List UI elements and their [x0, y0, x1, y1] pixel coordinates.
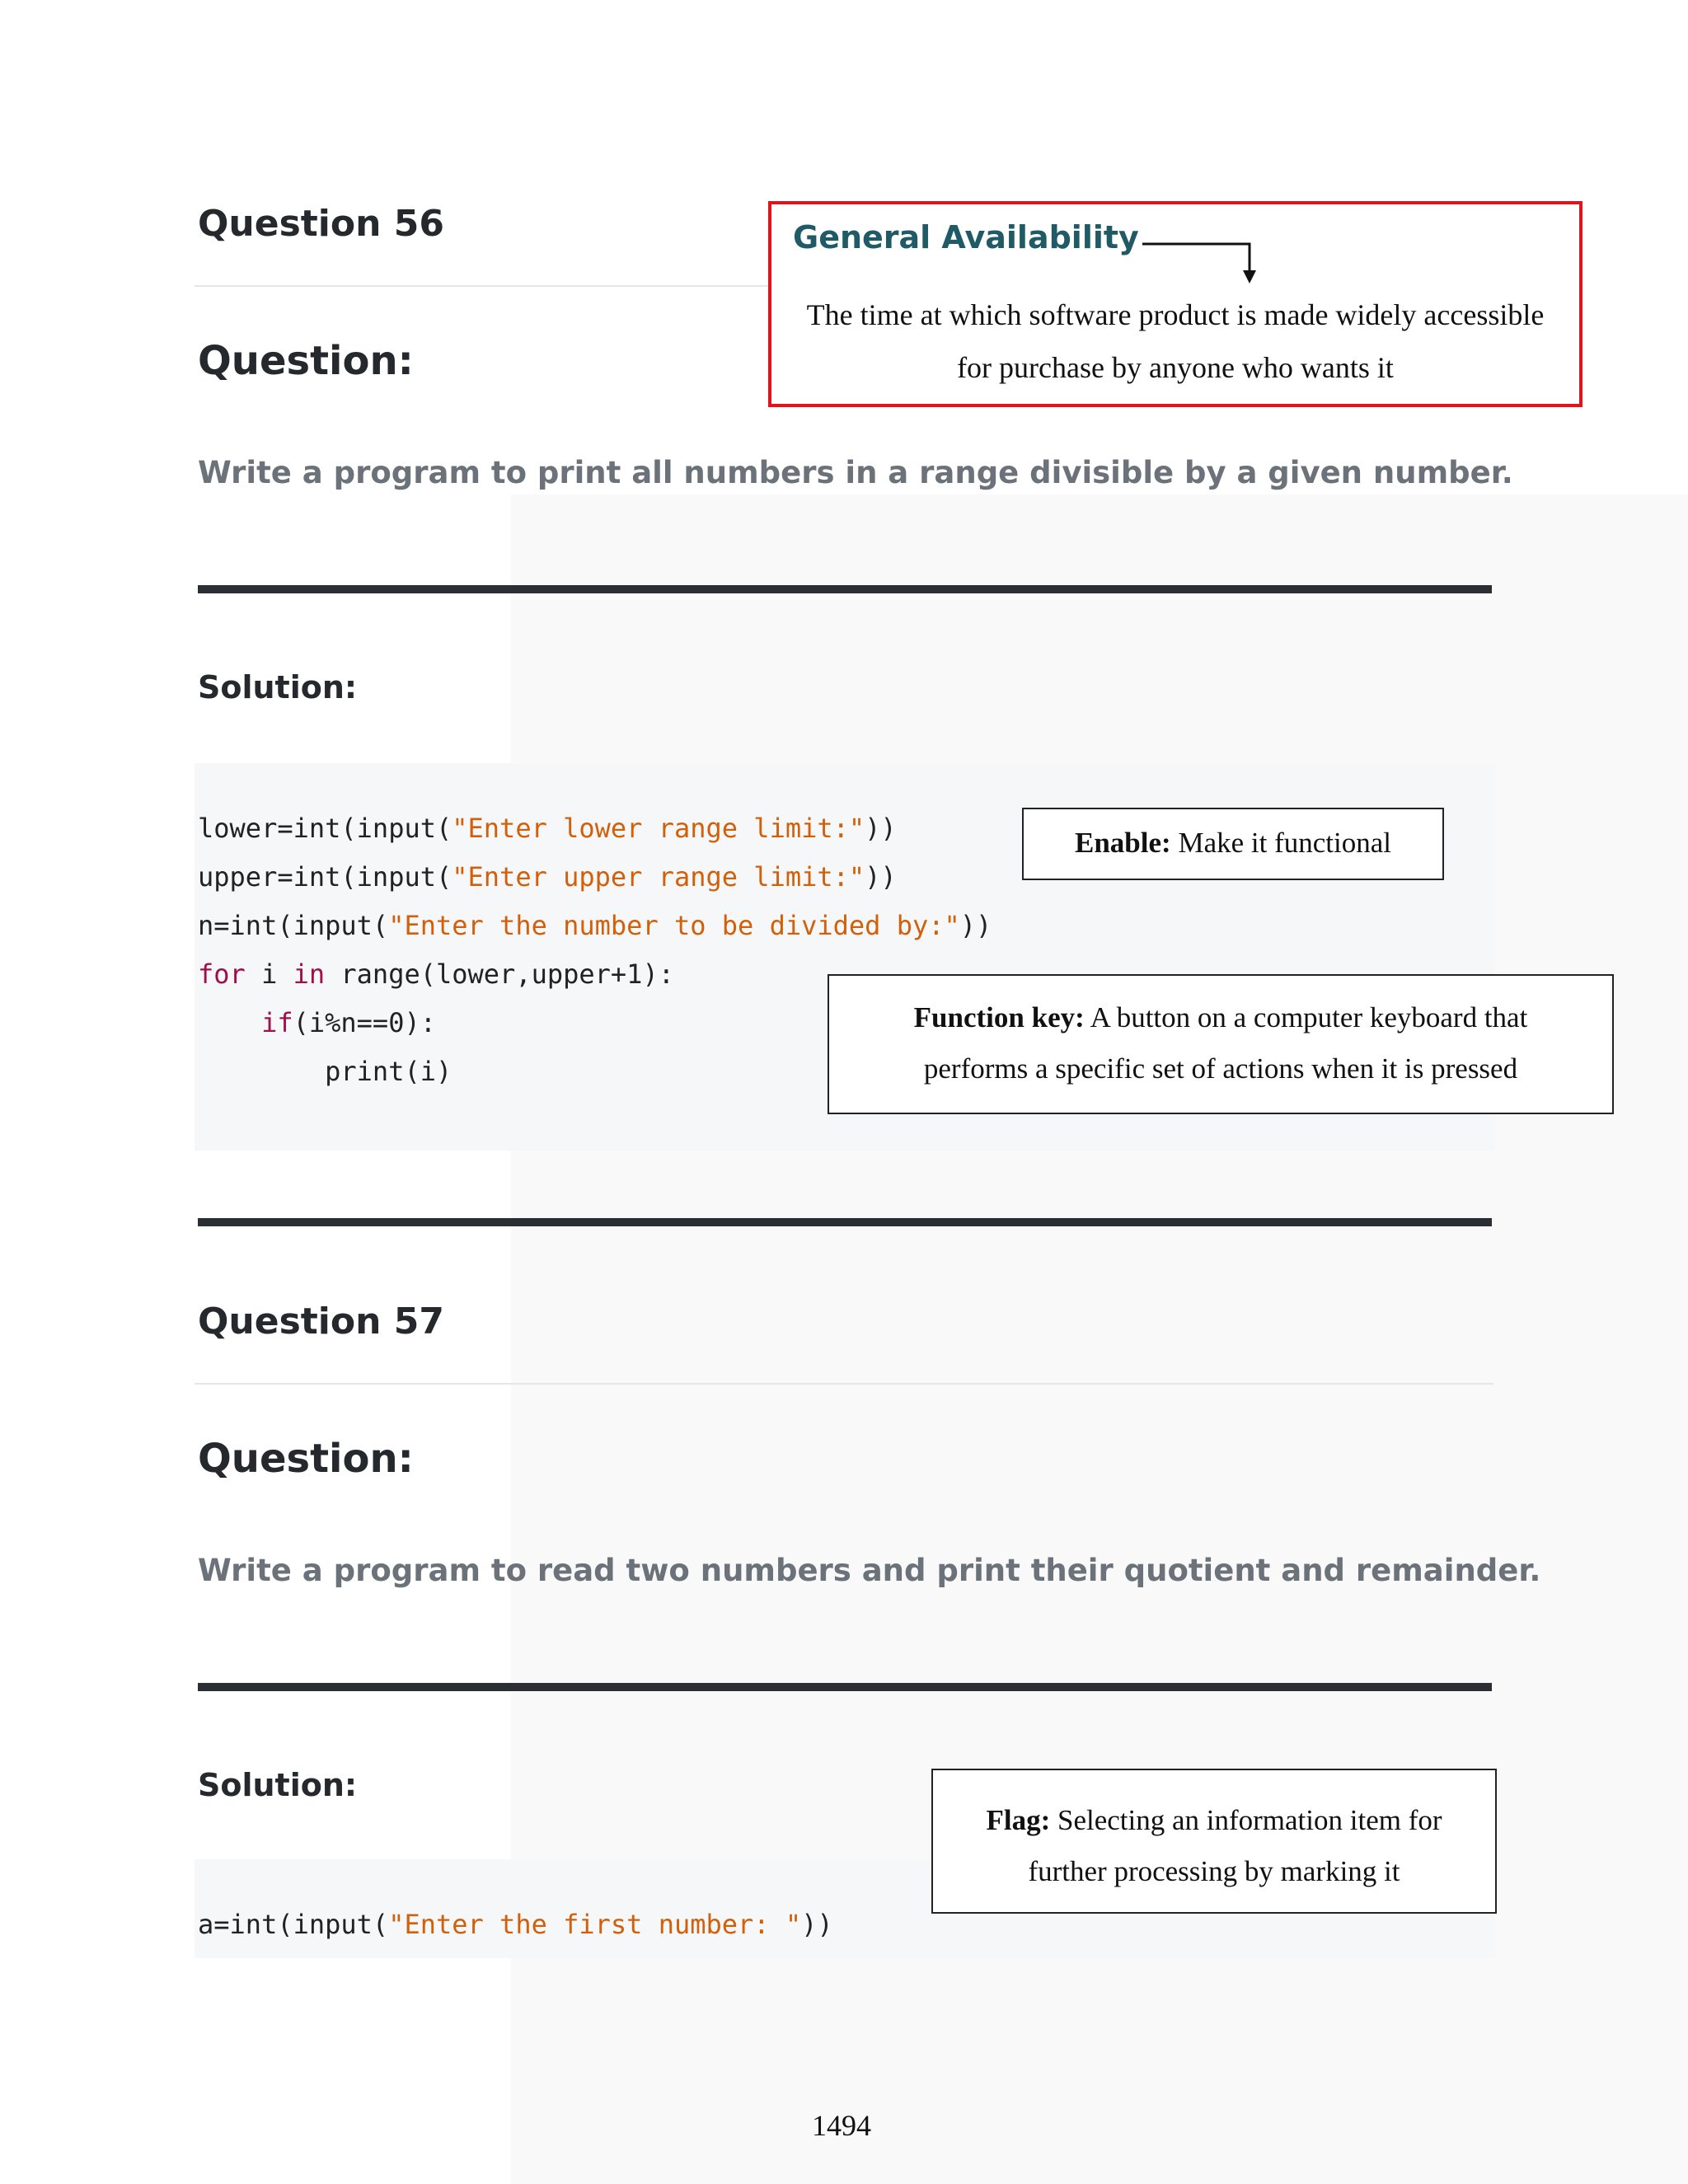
solution-56-label: Solution:	[198, 669, 358, 705]
flag-term: Flag:	[986, 1804, 1051, 1836]
code-text: ))	[865, 861, 897, 893]
code-line	[198, 1900, 833, 1949]
code-text: print(i)	[198, 1056, 452, 1087]
general-availability-definition	[771, 288, 1579, 394]
code-text: ))	[959, 910, 992, 941]
function-key-definition: A button on a computer keyboard that	[1084, 1001, 1528, 1033]
arrow-down-icon	[1142, 236, 1258, 285]
flag-note	[931, 1769, 1497, 1914]
section-rule	[198, 1683, 1492, 1691]
code-string: "Enter lower range limit:"	[452, 813, 865, 844]
code-text: ))	[801, 1909, 833, 1940]
question-57-title: Question 57	[198, 1301, 444, 1343]
code-line	[198, 804, 992, 853]
solution-57-label: Solution:	[198, 1767, 358, 1803]
code-keyword: if	[261, 1007, 293, 1038]
code-text	[198, 1007, 261, 1038]
section-rule	[198, 1218, 1492, 1226]
code-line	[198, 902, 992, 950]
definition-line: The time at which software product is made widely accessible	[806, 298, 1545, 331]
function-key-term: Function key:	[913, 1001, 1085, 1033]
function-key-note	[828, 974, 1614, 1114]
question-57-label: Question:	[198, 1436, 414, 1482]
question-56-text: Write a program to print all numbers in a range divisible by a given number.	[198, 455, 1513, 490]
code-string: "Enter the number to be divided by:"	[388, 910, 960, 941]
question-56-title: Question 56	[198, 203, 444, 245]
definition-line: for purchase by anyone who wants it	[957, 351, 1394, 384]
code-text: a=int(input(	[198, 1909, 389, 1940]
code-keyword: for	[198, 958, 246, 990]
code-text: ))	[865, 813, 897, 844]
code-text: n=int(input(	[198, 910, 389, 941]
code-57	[198, 1900, 833, 1949]
code-text: i	[245, 958, 293, 990]
code-text: range(lower,upper+1):	[325, 958, 674, 990]
enable-term: Enable:	[1075, 827, 1171, 859]
definition-line: performs a specific set of actions when it is pressed	[923, 1052, 1518, 1085]
divider	[195, 1383, 1493, 1385]
page-number: 1494	[812, 2109, 871, 2142]
section-rule	[198, 585, 1492, 593]
general-availability-note	[768, 201, 1582, 407]
flag-definition: Selecting an information item for	[1050, 1804, 1442, 1836]
code-line	[198, 853, 992, 902]
code-text: upper=int(input(	[198, 861, 452, 893]
definition-line	[933, 1795, 1495, 1846]
code-keyword: in	[293, 958, 326, 990]
definition-line	[829, 992, 1612, 1043]
code-text: lower=int(input(	[198, 813, 452, 844]
code-text: (i%n==0):	[293, 1007, 436, 1038]
definition-line: further processing by marking it	[1028, 1855, 1400, 1887]
question-57-text: Write a program to read two numbers and print their quotient and remainder.	[198, 1553, 1541, 1588]
enable-note	[1022, 808, 1444, 880]
code-string: "Enter the first number: "	[388, 1909, 802, 1940]
code-string: "Enter upper range limit:"	[452, 861, 865, 893]
general-availability-term: General Availability	[793, 219, 1139, 255]
enable-definition: Make it functional	[1170, 827, 1391, 859]
question-56-label: Question:	[198, 338, 414, 384]
